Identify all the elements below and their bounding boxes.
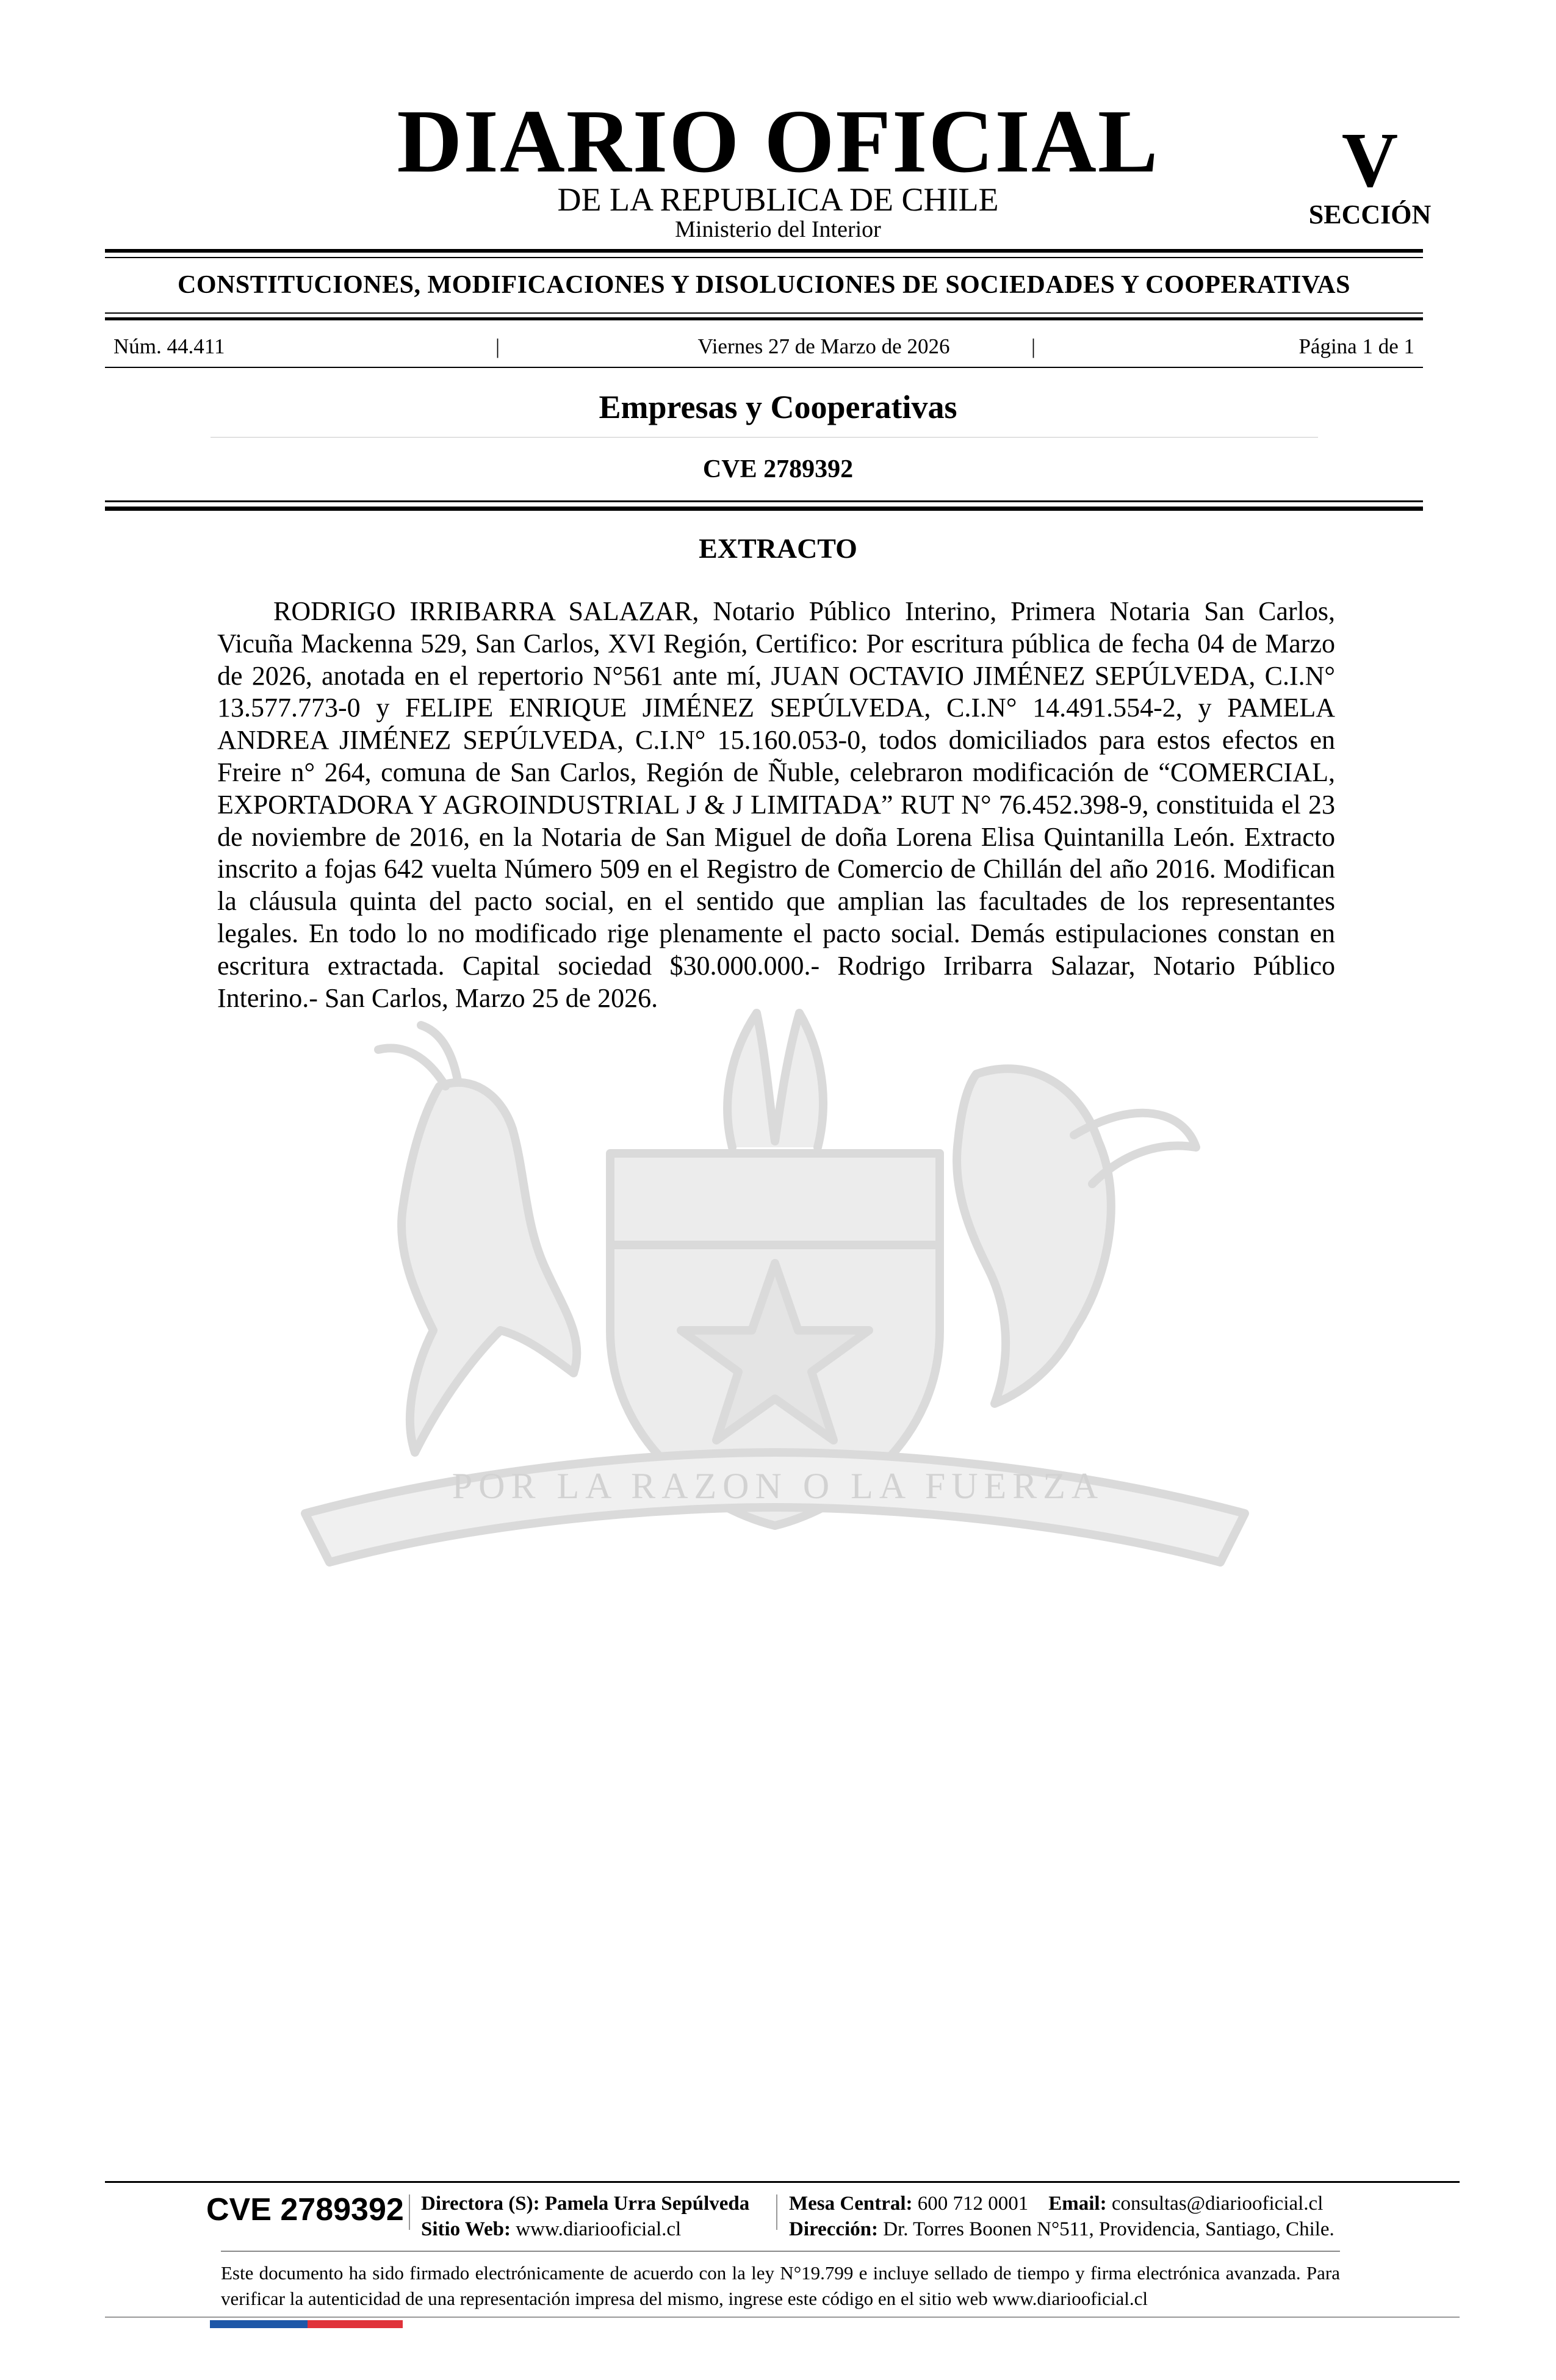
address-value: Dr. Torres Boonen N°511, Providencia, Santiago, Chile.: [883, 2218, 1334, 2240]
header-rule-top-thin: [105, 257, 1423, 258]
section-title: CONSTITUCIONES, MODIFICACIONES Y DISOLUCIONES DE SOCIEDADES Y COOPERATIVAS: [178, 271, 1350, 299]
director-label: Directora (S):: [421, 2193, 540, 2215]
extract-title: EXTRACTO: [699, 533, 857, 564]
footer-rule-top: [105, 2181, 1460, 2183]
footer-rule-middle: [221, 2251, 1340, 2252]
cve-rule-thick: [105, 507, 1423, 511]
email-link[interactable]: consultas@diariooficial.cl: [1111, 2193, 1324, 2215]
flag-stripe-blue: [210, 2320, 308, 2328]
website-link[interactable]: www.diariooficial.cl: [516, 2218, 682, 2240]
phone-label: Mesa Central:: [789, 2193, 913, 2215]
condor-shape: [957, 1069, 1111, 1404]
motto-text: POR LA RAZON O LA FUERZA: [452, 1466, 1104, 1506]
issue-page: Página 1 de 1: [1298, 334, 1414, 358]
footer-divider-2: [776, 2194, 777, 2230]
footer-divider-1: [409, 2194, 410, 2230]
category-title: Empresas y Cooperativas: [599, 389, 957, 425]
cve-rule-thin: [105, 500, 1423, 502]
issue-rule: [105, 367, 1423, 368]
footer-signature-note: Este documento ha sido firmado electrónicamente de acuerdo con la ley N°19.799 e incluye sellado de tiempo y firma electrónica avanzada. Para verificar la autenticidad de una representación impresa del mismo, ingrese este código en el sitio web www.diariooficial.cl: [221, 2262, 1340, 2309]
cve-code: CVE 2789392: [702, 455, 854, 483]
header-rule-top-thick: [105, 249, 1423, 253]
website-label: Sitio Web:: [421, 2218, 511, 2240]
header-rule-bottom-thin: [105, 312, 1423, 314]
footer-rule-bottom: [105, 2317, 1460, 2318]
issue-separator: |: [1031, 334, 1036, 358]
issue-date: Viernes 27 de Marzo de 2026: [697, 334, 950, 358]
header-rule-bottom-thick: [105, 317, 1423, 320]
category-underline: [211, 437, 1318, 438]
masthead-ministry: Ministerio del Interior: [675, 217, 881, 242]
coat-of-arms-watermark: [183, 989, 1373, 1660]
huemul-shape: [402, 1083, 577, 1452]
section-letter: V: [1341, 117, 1399, 203]
footer-contact-right: [789, 2191, 1334, 2242]
footer-cve-code: CVE 2789392: [206, 2192, 404, 2227]
issue-number: Núm. 44.411: [113, 334, 225, 358]
masthead-title: DIARIO OFICIAL: [397, 92, 1159, 192]
masthead-subtitle: DE LA REPUBLICA DE CHILE: [557, 181, 999, 218]
address-label: Dirección:: [789, 2218, 879, 2240]
director-value: Pamela Urra Sepúlveda: [544, 2193, 750, 2215]
footer-contact-left: [421, 2191, 749, 2242]
section-label: SECCIÓN: [1308, 200, 1432, 229]
phone-value: 600 712 0001: [917, 2193, 1029, 2215]
flag-stripe-red: [308, 2320, 403, 2328]
email-label: Email:: [1048, 2193, 1107, 2215]
issue-separator: |: [495, 334, 500, 358]
extract-body: RODRIGO IRRIBARRA SALAZAR, Notario Público Interino, Primera Notaria San Carlos, Vicuña Mackenna 529, San Carlos, XVI Región, Certifico: Por escritura pública de fecha 04 de Marzo de 2026, anotada en el repertorio N°561 ante mí, JUAN OCTAVIO JIMÉNEZ SEPÚLVEDA, C.I.N° 13.577.773-0 y FELIPE ENRIQUE JIMÉNEZ SEPÚLVEDA, C.I.N° 14.491.554-2, y PAMELA ANDREA JIMÉNEZ SEPÚLVEDA, C.I.N° 15.160.053-0, todos domiciliados para estos efectos en Freire n° 264, comuna de San Carlos, Región de Ñuble, celebraron modificación de “COMERCIAL, EXPORTADORA Y AGROINDUSTRIAL J & J LIMITADA” RUT N° 76.452.398-9, constituida el 23 de noviembre de 2016, en la Notaria de San Miguel de doña Lorena Elisa Quintanilla León. Extracto inscrito a fojas 642 vuelta Número 509 en el Registro de Comercio de Chillán del año 2016. Modifican la cláusula quinta del pacto social, en el sentido que amplian las facultades de los representantes legales. En todo lo no modificado rige plenamente el pacto social. Demás estipulaciones constan en escritura extractada. Capital sociedad $30.000.000.- Rodrigo Irribarra Salazar, Notario Público Interino.- San Carlos, Marzo 25 de 2026.: [217, 596, 1335, 1013]
